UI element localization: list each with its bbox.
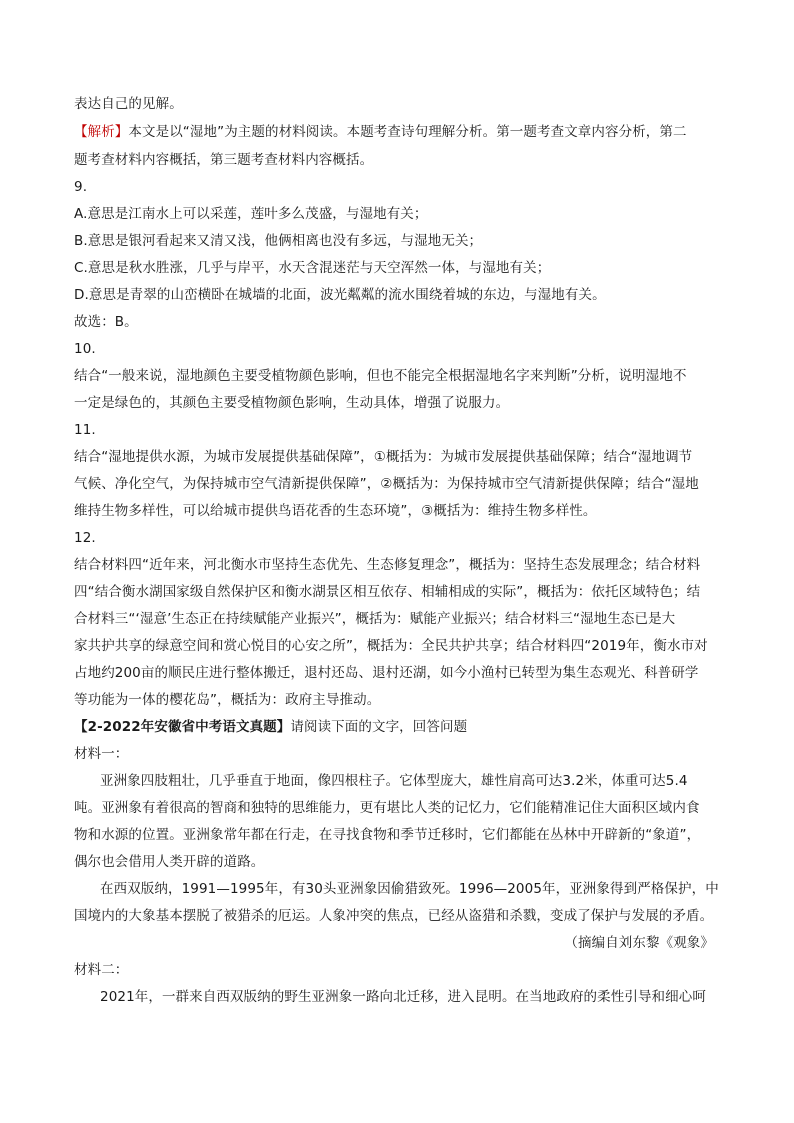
text-line: B.意思是银河看起来又清又浅，他俩相离也没有多远，与湿地无关； [74,233,483,249]
question-number: 9. [74,179,88,195]
source-tag: 【2-2022年安徽省中考语文真题】 [74,719,291,735]
text-span: 本文是以“湿地”为主题的材料阅读。本题考查诗句理解分析。第一题考查文章内容分析，第二 [128,124,687,140]
question-number: 12. [74,530,96,546]
text-line: 国境内的大象基本摆脱了被猎杀的厄运。人象冲突的焦点，已经从盗猎和杀戮，变成了保护与发展的矛盾。 [74,908,714,924]
text-line: 气候、净化空气，为保持城市空气清新提供保障”，②概括为：为保持城市空气清新提供保障；结合“湿地 [74,476,699,492]
text-line: 题考查材料内容概括，第三题考查材料内容概括。 [74,152,374,168]
text-line: 结合“一般来说，湿地颜色主要受植物颜色影响，但也不能完全根据湿地名字来判断”分析，说明湿地不 [74,368,687,384]
section-heading: 材料二： [74,962,129,978]
text-line: C.意思是秋水胜涨，几乎与岸平，水天含混迷茫与天空浑然一体，与湿地有关； [74,260,551,276]
text-line: 占地约200亩的顺民庄进行整体搬迁，退村还岛、退村还湖，如今小渔村已转型为集生态观光、科普研学 [74,665,699,681]
question-number: 11. [74,422,96,438]
text-line: 故选：B。 [74,314,138,330]
text-line: 物和水源的位置。亚洲象常年都在行走，在寻找食物和季节迁移时，它们都能在丛林中开辟新的“象道”， [74,827,701,843]
text-line: 等功能为一体的樱花岛”，概括为：政府主导推动。 [74,692,381,708]
text-line: 结合材料四“近年来，河北衡水市坚持生态优先、生态修复理念”，概括为：坚持生态发展理念；结合材料 [74,557,701,573]
text-line: A.意思是江南水上可以采莲，莲叶多么茂盛，与湿地有关； [74,206,428,222]
section-heading: 材料一： [74,746,129,762]
text-line: 吨。亚洲象有着很高的智商和独特的思维能力，更有堪比人类的记忆力，它们能精准记住大面积区域内食 [74,800,700,816]
text-line: 一定是绿色的，其颜色主要受植物颜色影响，生动具体，增强了说服力。 [74,395,510,411]
text-line: 维持生物多样性，可以给城市提供鸟语花香的生态环境”，③概括为：维持生物多样性。 [74,503,597,519]
analysis-tag: 【解析】 [74,124,129,140]
text-line: 四“结合衡水湖国家级自然保护区和衡水湖景区相互依存、相辅相成的实际”，概括为：依托区域特色；结 [74,584,701,600]
text-line: 家共护共享的绿意空间和赏心悦目的心安之所”，概括为：全民共护共享；结合材料四“2019年，衡水市对 [74,638,708,654]
text-line: 2021年，一群来自西双版纳的野生亚洲象一路向北迁移，进入昆明。在当地政府的柔性引导和细心呵 [100,989,706,1005]
text-line: 合材料三“‘湿意’生态正在持续赋能产业振兴”，概括为：赋能产业振兴；结合材料三“湿地生态已是大 [74,611,676,627]
source-line [74,717,724,737]
text-line: D.意思是青翠的山峦横卧在城墙的北面，波光粼粼的流水围绕着城的东边，与湿地有关。 [74,287,606,303]
text-span: 请阅读下面的文字，回答问题 [290,719,468,735]
citation: （摘编自刘东黎《观象》 [564,935,714,951]
analysis-line [74,122,724,142]
text-line: 在西双版纳，1991—1995年，有30头亚洲象因偷猎致死。1996—2005年，亚洲象得到严格保护，中 [100,881,719,897]
text-line: 亚洲象四肢粗壮，几乎垂直于地面，像四根柱子。它体型庞大，雄性肩高可达3.2米，体重可达5.4 [100,773,688,789]
text-line: 表达自己的见解。 [74,96,183,112]
question-number: 10. [74,341,96,357]
text-line: 偶尔也会借用人类开辟的道路。 [74,854,265,870]
text-line: 结合“湿地提供水源，为城市发展提供基础保障”，①概括为：为城市发展提供基础保障；结合“湿地调节 [74,449,693,465]
